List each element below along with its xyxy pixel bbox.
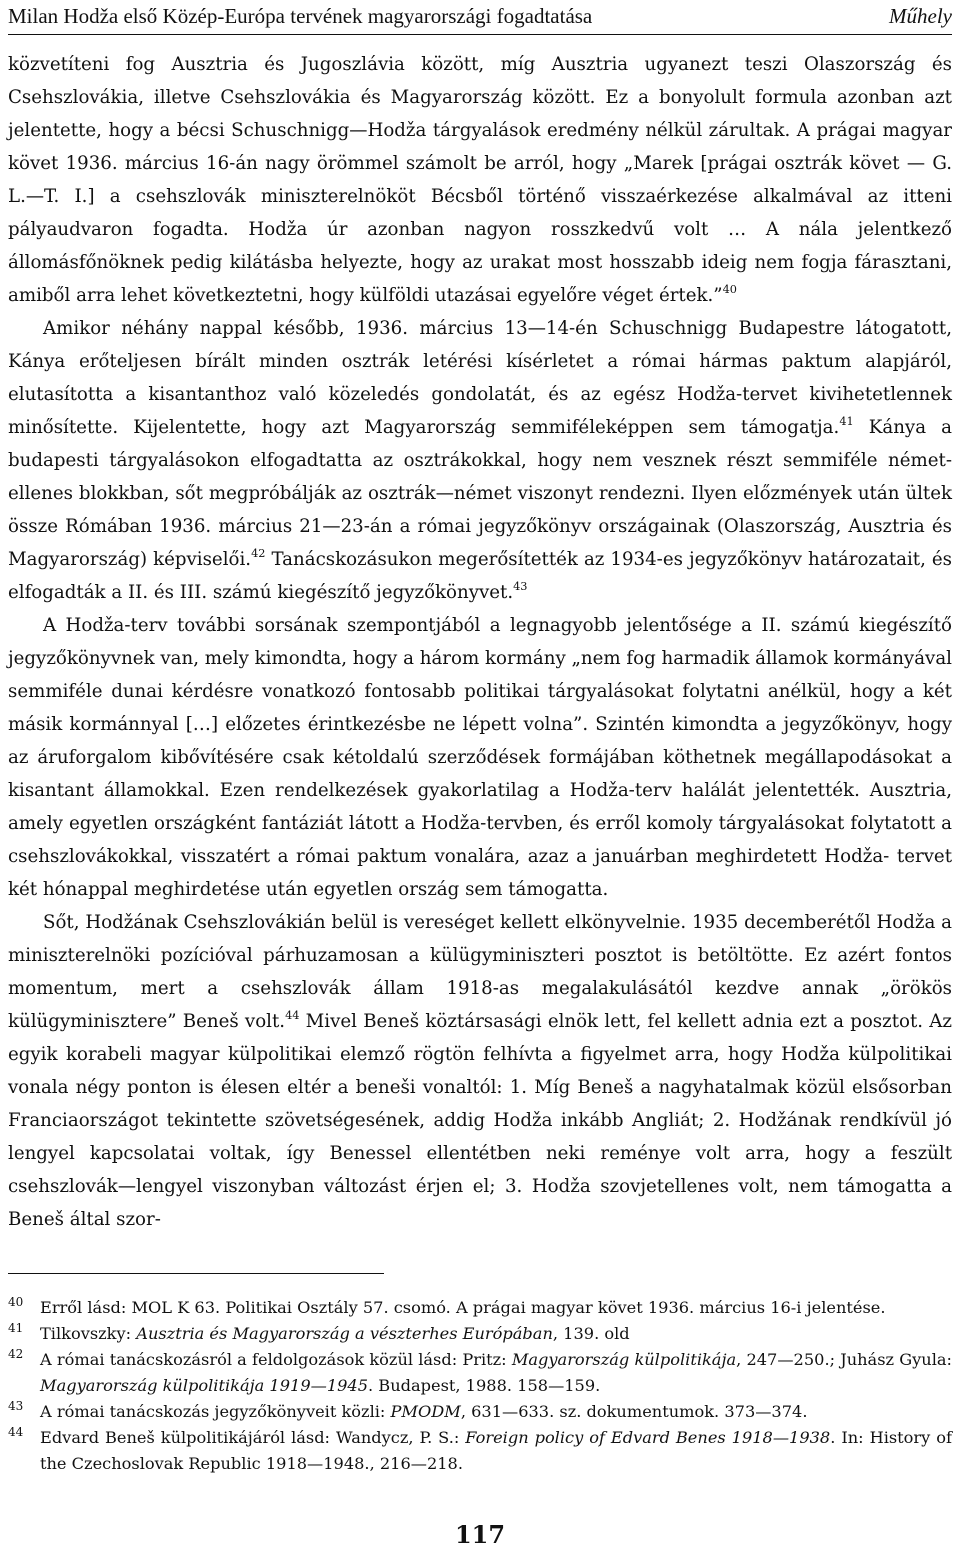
footnote-cited-title: Magyarország külpolitikája [511,1350,737,1369]
body-paragraph-2-text-b: Kánya a budapesti tárgyalásokon elfogadtatta az osztrákokkal, hogy nem vesznek részt semmiféle német-ellenes blokkban, sőt megpróbálják az osztrák—német viszonyt rendezni. Ilyen előzmények után ültek össze Rómában 1936. március 21—23-án a római jegyzőkönyv országainak (Olaszország, Ausztria és Magyarország) képviselői. [8,417,952,570]
footnote-ref-43: 43 [513,580,528,594]
running-header-section: Műhely [889,4,952,28]
footnote-text-segment: A római tanácskozás jegyzőkönyveit közli: [40,1402,391,1421]
footnote-text-segment: Edvard Beneš külpolitikájáról lásd: Wandycz, P. S.: [40,1428,466,1447]
footnote-text-segment: Tilkovszky: [40,1324,137,1343]
body-paragraph-4-text-b: Mivel Beneš köztársasági elnök lett, fel kellett adnia ezt a posztot. Az egyik korabeli magyar külpolitikai elemző rögtön felhívta a figyelmet arra, hogy Hodža külpolitikai vonala négy ponton is élesen eltér a beneši vonaltól: 1. Míg Beneš a nagyhatalmak közül elsősorban Franciaországot tekintette szövetségesének, addig Hodža inkább Angliát; 2. Hodžának rendkívül jó lengyel kapcsolatai voltak, így Benessel ellentétben neki reménye volt arra, hogy a feszült csehszlovák—lengyel viszonyban változást érjen el; 3. Hodža szovjetellenes volt, nem támogatta a Beneš által szor- [8,1011,953,1230]
footnote-text [40,1399,952,1425]
footnote-text-segment: , 139. old [552,1324,630,1343]
footnote-text [40,1425,952,1477]
footnote-separator [8,1273,384,1274]
footnote-cited-title: PMODM [390,1402,461,1421]
main-body-text [8,48,952,1236]
footnote-text-segment: . In: History of the Czechoslovak Republic 1918—1948., 216—218. [40,1428,952,1473]
footnote-text-segment: , 247—250.; Juhász Gyula: [736,1350,952,1369]
footnote-40 [8,1295,952,1321]
footnotes [8,1295,952,1477]
footnote-42 [8,1347,952,1399]
running-header-title: Milan Hodža első Közép-Európa tervének magyarországi fogadtatása [8,4,593,28]
footnote-ref-42: 42 [251,547,266,561]
footnote-ref-40: 40 [722,283,737,297]
running-header [8,0,952,35]
footnote-text-segment: . Budapest, 1988. 158—159. [368,1376,601,1395]
body-paragraph-4-text-a: Sőt, Hodžának Csehszlovákián belül is vereséget kellett elkönyvelnie. 1935 decemberétől Hodža a miniszterelnöki pozícióval párhuzamosan a külügyminiszteri posztot is betöltötte. Ez azért fontos momentum, mert a csehszlovák állam 1918-as megalakulásától kezdve annak „örökös külügyminisztere” Beneš volt. [8,912,952,1032]
footnote-text-segment: , 631—633. sz. dokumentumok. 373—374. [460,1402,808,1421]
body-paragraph-2-text-c: Tanácskozásukon megerősítették az 1934-es jegyzőkönyv határozatait, és elfogadták a II. és III. számú kiegészítő jegyzőkönyvet. [8,549,953,603]
footnote-number: 42 [8,1347,24,1361]
body-paragraph-2 [8,312,952,609]
body-paragraph-3 [8,609,952,906]
body-paragraph-1 [8,48,952,312]
footnote-text [40,1295,952,1321]
footnote-number: 44 [8,1425,24,1439]
body-paragraph-2-text-a: Amikor néhány nappal később, 1936. március 13—14-én Schuschnigg Budapestre látogatott, Kánya erőteljesen bírált minden osztrák letérési kísérletet a római hármas paktum alapjáról, elutasította a kisantanthoz való közeledés gondolatát, és az egész Hodža-tervet kivihetetlennek minősítette. Kijelentette, hogy azt Magyarország semmiféleképpen sem támogatja. [8,318,952,438]
page-number: 117 [454,1520,506,1549]
body-paragraph-1-text: közvetíteni fog Ausztria és Jugoszlávia között, míg Ausztria ugyanezt teszi Olaszország és Csehszlovákia, illetve Csehszlovákia és Magyarország között. Ez a bonyolult formula azonban azt jelentette, hogy a bécsi Schuschnigg—Hodža tárgyalások eredmény nélkül zárultak. A prágai magyar követ 1936. március 16-án nagy örömmel számolt be arról, hogy „Marek [prágai osztrák követ — G. L.—T. I.] a csehszlovák miniszterelnököt Bécsből történő visszaérkezése alkalmával az itteni pályaudvaron fogadta. Hodža úr azonban nagyon rosszkedvű volt … A nála jelentkező állomásfőnöknek pedig kilátásba helyezte, hogy az urakat most hosszabb ideig nem fogja fárasztani, amiből arra lehet következtetni, hogy külföldi utazásai egyelőre véget értek.” [8,54,952,306]
footnote-number: 41 [8,1321,24,1335]
footnote-text [40,1321,952,1347]
footnote-ref-44: 44 [285,1009,300,1023]
footnote-number: 43 [8,1399,24,1413]
footnote-text-segment: A római tanácskozásról a feldolgozások közül lásd: Pritz: [40,1350,512,1369]
footnote-44 [8,1425,952,1477]
footnote-cited-title: Foreign policy of Edvard Benes 1918—1938 [465,1428,831,1447]
footnote-cited-title: Magyarország külpolitikája 1919—1945 [40,1376,369,1395]
footnote-text-segment: Erről lásd: MOL K 63. Politikai Osztály 57. csomó. A prágai magyar követ 1936. március 16-i jelentése. [40,1298,886,1317]
body-paragraph-4 [8,906,952,1236]
footnote-43 [8,1399,952,1425]
footnote-ref-41: 41 [839,415,854,429]
footnote-number: 40 [8,1295,24,1309]
body-paragraph-3-text: A Hodža-terv további sorsának szempontjából a legnagyobb jelentősége a II. számú kiegészítő jegyzőkönyvnek van, mely kimondta, hogy a három kormány „nem fog harmadik államok kormányával semmiféle dunai kérdésre vonatkozó fontosabb politikai tárgyalásokat folytatni anélkül, hogy a két másik kormánnyal […] előzetes érintkezésbe ne lépett volna”. Szintén kimondta a jegyzőkönyv, hogy az áruforgalom kibővítésére csak kétoldalú szerződések formájában köthetnek megállapodásokat a kisantant államokkal. Ezen rendelkezések gyakorlatilag a Hodža-terv halálát jelentették. Ausztria, amely egyetlen országként fantáziát látott a Hodža-tervben, és erről komoly tárgyalásokat folytatott a csehszlovákokkal, visszatért a római paktum vonalára, azaz a januárban meghirdetett Hodža- tervet két hónappal meghirdetése után egyetlen ország sem támogatta. [8,615,952,900]
footnote-cited-title: Ausztria és Magyarország a vészterhes Európában [136,1324,553,1343]
footnote-text [40,1347,952,1399]
footnote-41 [8,1321,952,1347]
